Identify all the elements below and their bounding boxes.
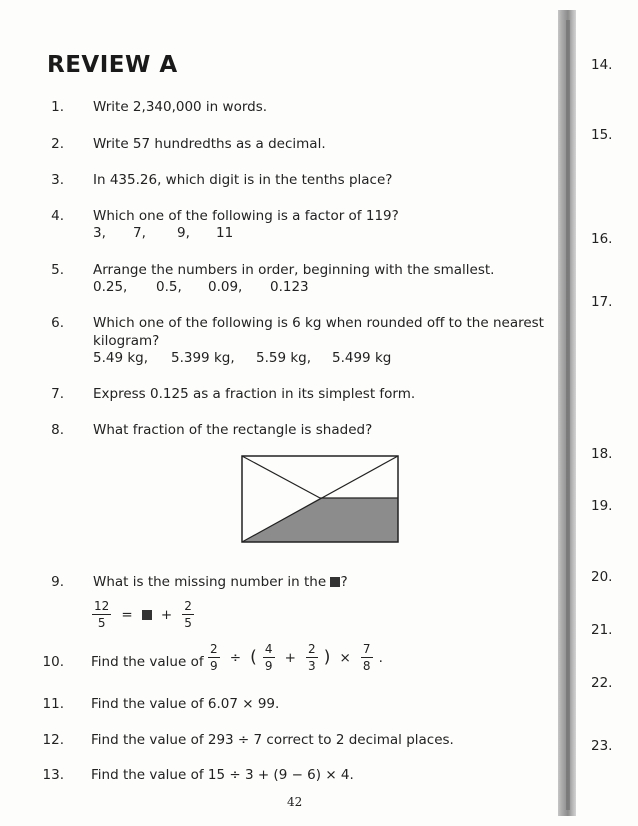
q10-a-denominator: 9 <box>210 659 218 673</box>
q10-b-denominator: 9 <box>264 659 273 673</box>
question-number-12: 12. <box>42 732 64 748</box>
question-text-4: Which one of the following is a factor of 119? <box>93 208 399 224</box>
option-4a: 3, <box>93 225 106 241</box>
question-number-6: 6. <box>51 315 64 331</box>
q10-c-numerator: 2 <box>308 642 316 656</box>
question-number-7: 7. <box>51 386 64 402</box>
question-number-8: 8. <box>51 422 64 438</box>
q9-plus-sign: + <box>160 606 173 623</box>
option-4d: 11 <box>216 225 234 241</box>
q9-fraction-lhs <box>92 600 111 629</box>
right-number-21: 21. <box>591 622 613 638</box>
q10-period: . <box>378 649 383 666</box>
right-number-18: 18. <box>591 446 613 462</box>
question-text-9 <box>93 574 348 590</box>
question-number-9: 9. <box>51 574 64 590</box>
question-number-5: 5. <box>51 262 64 278</box>
right-number-23: 23. <box>591 738 613 754</box>
right-number-20: 20. <box>591 569 613 585</box>
q9-rhs-numerator: 2 <box>184 599 192 613</box>
q9-equation <box>91 600 195 629</box>
right-number-14: 14. <box>591 57 613 73</box>
q10-c-denominator: 3 <box>308 659 316 673</box>
shaded-rectangle-figure <box>241 455 399 543</box>
q10-fraction-d <box>361 643 373 672</box>
question-text-9-end: ? <box>340 574 348 590</box>
option-6c: 5.59 kg, <box>256 350 312 366</box>
q10-a-numerator: 2 <box>210 642 218 656</box>
option-4c: 9, <box>177 225 190 241</box>
right-number-15: 15. <box>591 127 613 143</box>
question-text-13: Find the value of 15 ÷ 3 + (9 − 6) × 4. <box>91 767 354 783</box>
q10-close-paren: ) <box>323 647 331 668</box>
option-5d: 0.123 <box>270 279 309 295</box>
q9-lhs-numerator: 12 <box>94 599 110 613</box>
q10-open-paren: ( <box>250 647 257 668</box>
option-4b: 7, <box>133 225 146 241</box>
question-text-9-main: What is the missing number in the <box>93 574 327 590</box>
question-text-7: Express 0.125 as a fraction in its simplest form. <box>93 386 416 402</box>
question-text-1: Write 2,340,000 in words. <box>93 99 268 115</box>
page-number: 42 <box>287 795 303 809</box>
q9-rhs-denominator: 5 <box>184 616 192 630</box>
question-number-4: 4. <box>51 208 64 224</box>
question-text-5: Arrange the numbers in order, beginning with the smallest. <box>93 262 495 278</box>
q10-fraction-c <box>306 643 318 672</box>
missing-number-square-icon <box>142 610 152 620</box>
question-text-11: Find the value of 6.07 × 99. <box>91 696 280 712</box>
right-number-22: 22. <box>591 675 613 691</box>
question-text-12: Find the value of 293 ÷ 7 correct to 2 decimal places. <box>91 732 454 748</box>
option-6b: 5.399 kg, <box>171 350 235 366</box>
question-number-3: 3. <box>51 172 64 188</box>
page-title: REVIEW A <box>47 52 178 78</box>
question-number-11: 11. <box>42 696 64 712</box>
q10-fraction-b <box>263 643 275 672</box>
q10-expression <box>207 643 387 672</box>
right-number-19: 19. <box>591 498 613 514</box>
q10-plus-sign: + <box>284 649 296 666</box>
question-number-2: 2. <box>51 136 64 152</box>
option-6a: 5.49 kg, <box>93 350 149 366</box>
question-text-6-line2: kilogram? <box>93 333 160 349</box>
q10-fraction-a <box>208 643 220 672</box>
question-text-8: What fraction of the rectangle is shaded? <box>93 422 373 438</box>
q9-equals-sign: = <box>121 606 133 623</box>
question-number-1: 1. <box>51 99 64 115</box>
option-6d: 5.499 kg <box>332 350 392 366</box>
question-text-10: Find the value of <box>91 654 204 670</box>
q10-divide-sign: ÷ <box>229 649 242 666</box>
q10-b-numerator: 4 <box>264 642 273 656</box>
book-spine-line <box>566 20 570 810</box>
question-text-2: Write 57 hundredths as a decimal. <box>93 136 326 152</box>
question-number-13: 13. <box>42 767 64 783</box>
missing-number-square-icon <box>330 577 340 587</box>
q10-d-denominator: 8 <box>362 659 371 673</box>
q10-times-sign: × <box>339 649 351 666</box>
right-number-17: 17. <box>591 294 613 310</box>
q10-d-numerator: 7 <box>362 642 371 656</box>
question-number-10: 10. <box>42 654 64 670</box>
option-5b: 0.5, <box>156 279 182 295</box>
question-text-6: Which one of the following is 6 kg when rounded off to the nearest <box>93 315 544 331</box>
right-number-16: 16. <box>591 231 613 247</box>
diagonal-line-top <box>242 456 320 498</box>
question-text-3: In 435.26, which digit is in the tenths place? <box>93 172 393 188</box>
q9-lhs-denominator: 5 <box>97 616 106 630</box>
option-5a: 0.25, <box>93 279 128 295</box>
shaded-region <box>242 498 398 542</box>
q9-fraction-rhs <box>182 600 194 629</box>
option-5c: 0.09, <box>208 279 243 295</box>
